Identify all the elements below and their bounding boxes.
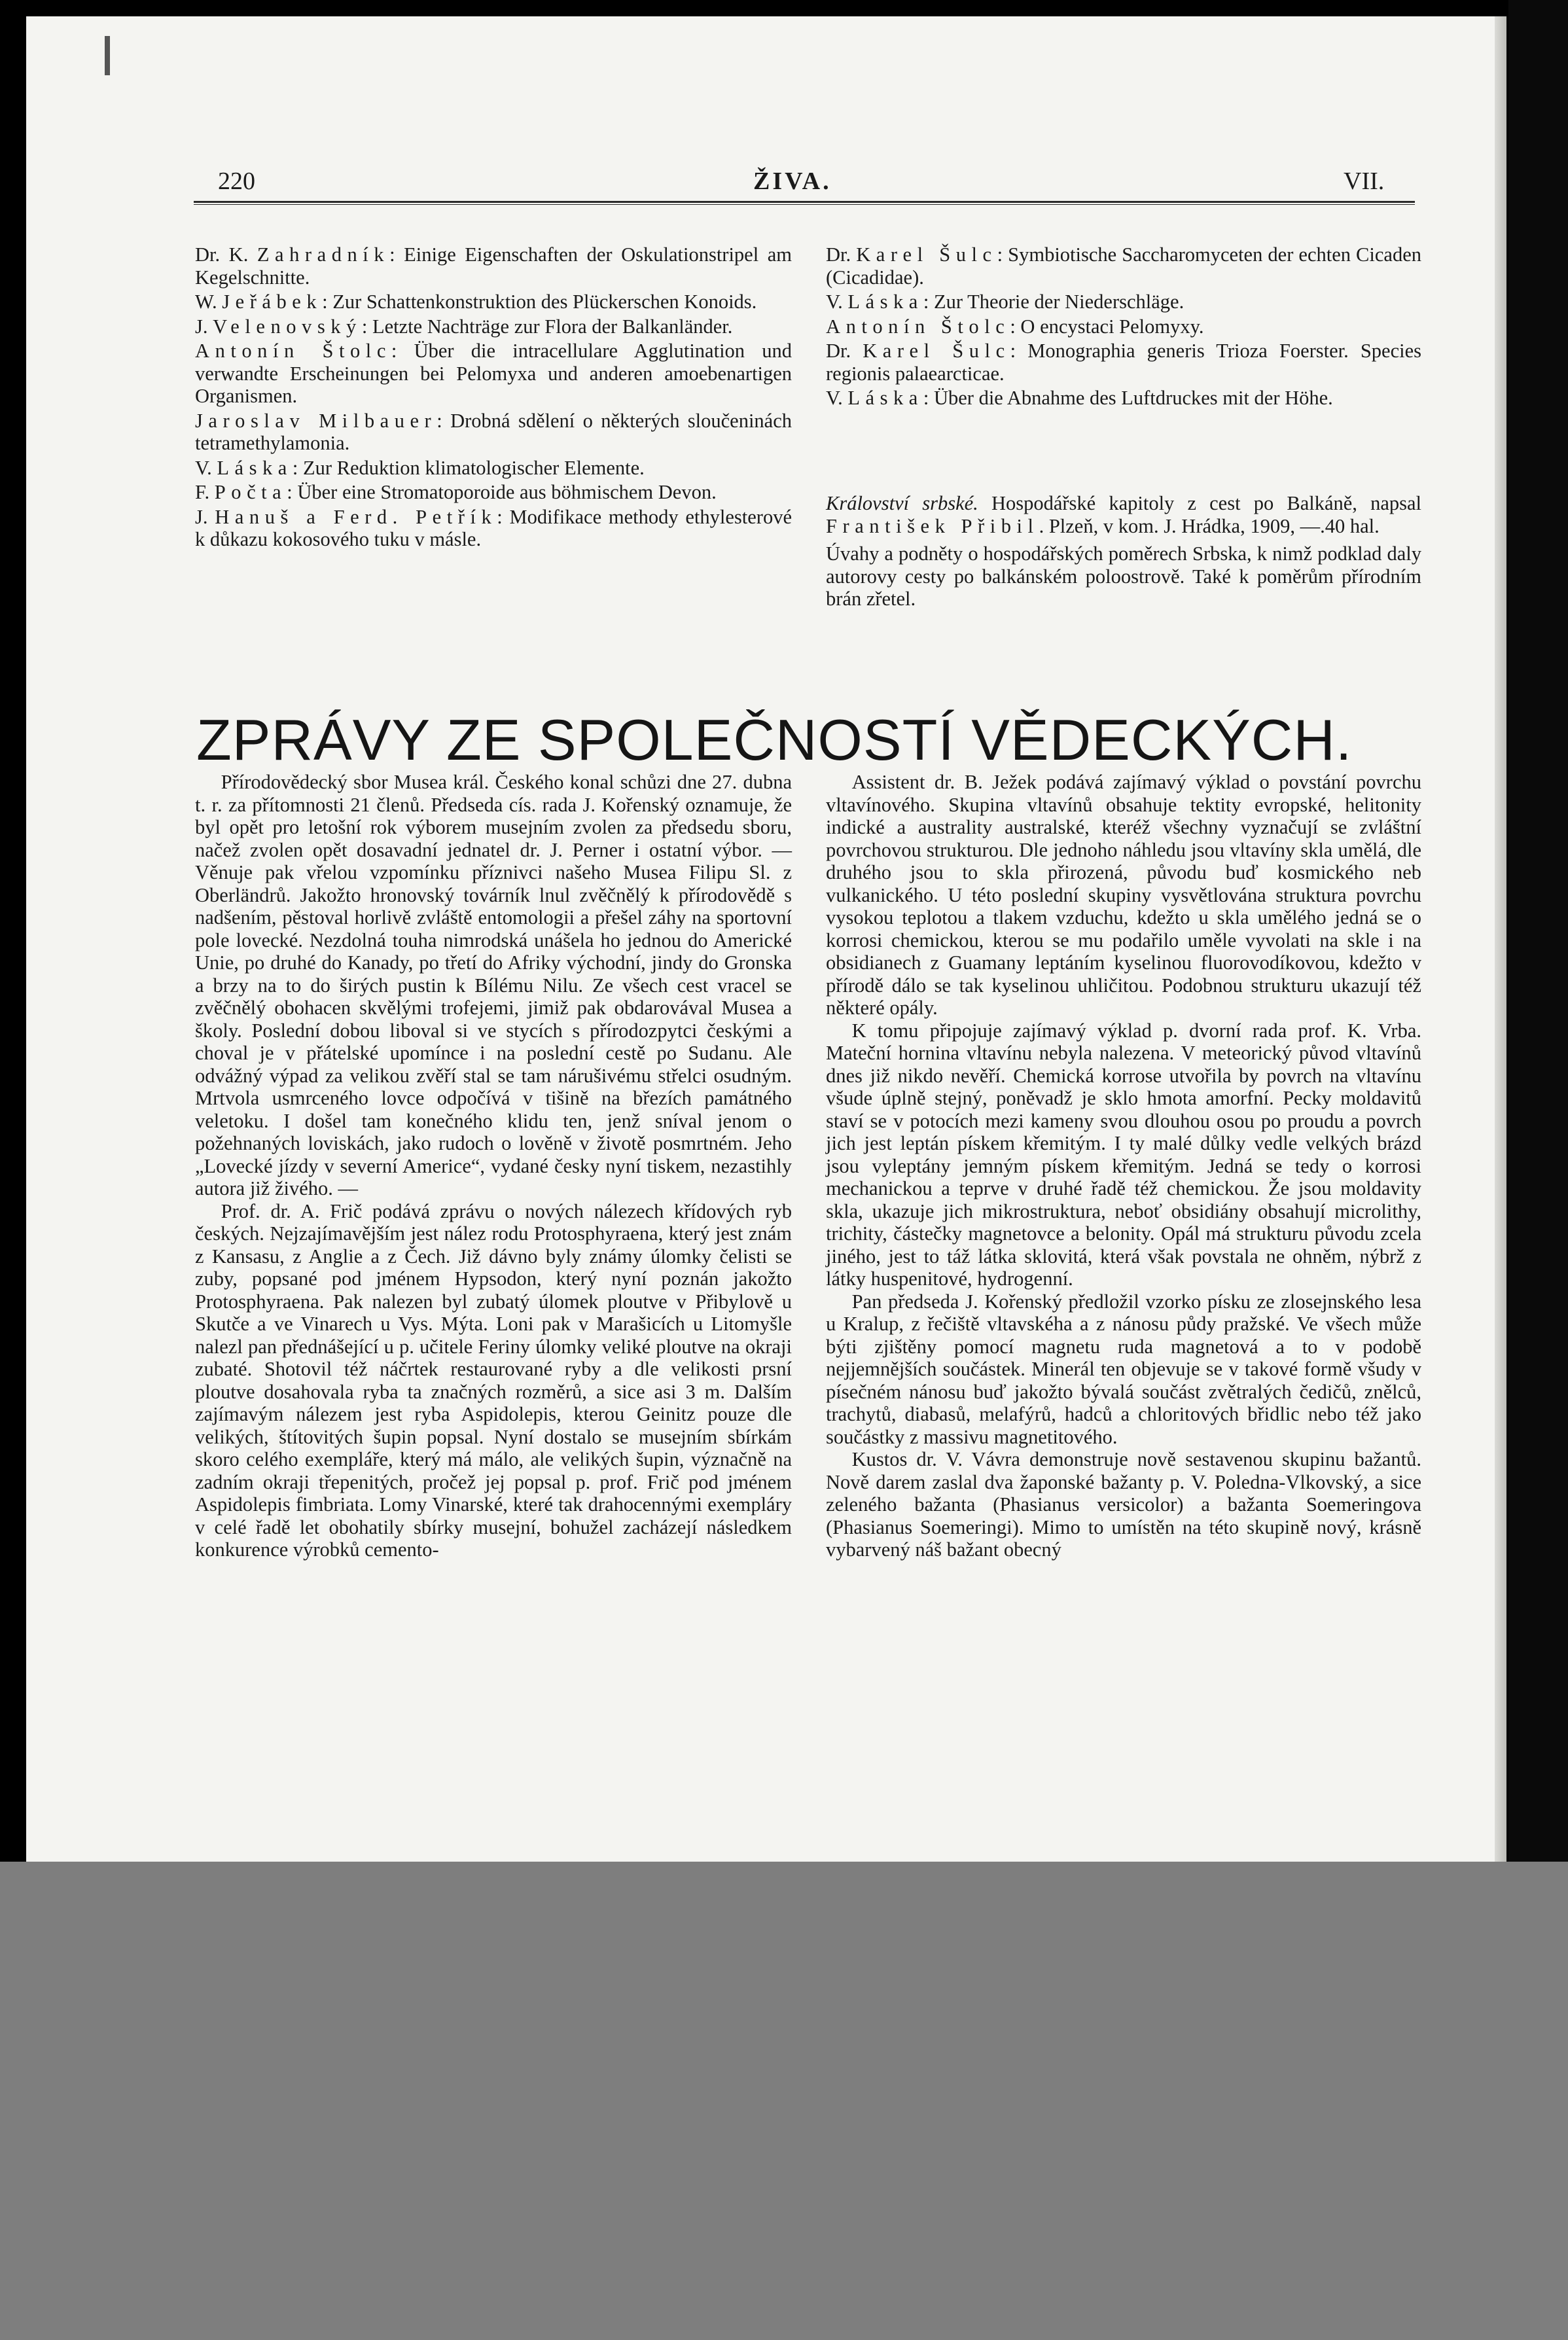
paragraph: Prof. dr. A. Frič podává zprávu o nových nálezech křídových ryb českých. Nejzajímavějším jest nález rodu Protosphyraena, který jest znám z Kansasu, z Anglie a z Čech. Již dávno byly známy úlomky čelisti se zuby, popsané pod jménem Hypsodon, který nyní poznán jakožto Protosphyraena. Pak nalezen byl zubatý úlomek ploutve v Přibylově u Skutče a ve Vinarech u Vys. Mýta. Loni pak v Marašicích u Litomyšle nalezl pan přednášející u p. učitele Feriny úlomky veliké ploutve na okraji zubaté. Shotovil též náčrtek restaurované ryby a dle velikosti prsní ploutve dosahovala ryba ta značných rozměrů, a sice asi 3 m. Dalším zajímavým nálezem jest ryba Aspidolepis, kterou Geinitz pouze dle velikých, štítovitých šupin popsal. Nyní dostalo se musejním sbírkám skoro celého exempláře, který má málo, ale velikých šupin, význačně na zadním okraji třepenitých, pročež jej popsal p. prof. Frič pod jménem Aspidolepis fimbriata. Lomy Vinarské, které tak drahocennými exempláry v celé řadě let obohatily sbírky musejní, bohužel zacházejí následkem konkurence výrobků cemento-: [195, 1199, 792, 1561]
reference-title: : Modifikace methody ethylesterové k důkazu kokosového tuku v másle.: [195, 505, 792, 550]
reference-entry: [195, 340, 792, 408]
journal-name: ŽIVA.: [753, 168, 832, 195]
reference-author: Láska: [847, 387, 923, 409]
reference-author: Jaroslav Milbauer: [195, 409, 437, 432]
reference-entry: [826, 315, 1421, 338]
reference-author: Láska: [847, 291, 923, 313]
book-review: Úvahy a podněty o hospodářských poměrech Srbska, k nimž podklad daly autorovy cesty po balkánském poloostrově. Také k poměrům přírodním brán zřetel.: [826, 542, 1421, 610]
reference-prefix: V.: [826, 291, 848, 313]
reference-title: : Zur Theorie der Niederschläge.: [923, 291, 1185, 313]
header-rule: [194, 201, 1415, 203]
paragraph: Přírodovědecký sbor Musea král. Českého konal schůzi dne 27. dubna t. r. za přítomnosti 21 členů. Předseda cís. rada J. Kořenský oznamuje, že byl opět pro letošní rok výborem musejním zvolen za předsedu sboru, načež zvolen opět dosavadní jednatel dr. J. Perner i ostatní výbor. — Věnuje pak vřelou vzpomínku příznivci našeho Musea Filipu Sl. z Oberländrů. Jakožto hronovský továrník lnul zvěčnělý k přírodovědě s nadšením, pěstoval horlivě zvláště entomologii a přešel záhy na sportovní pole lovecké. Nezdolná touha nimrodská unášela ho jednou do Americké Unie, po druhé do Kanady, po třetí do Afriky východní, jindy do Gronska a brzy na to do širých pustin k Bílému Nilu. Ze všech cest vracel se zvěčnělý obohacen skvělými trofejemi, jimiž pak obdarovával Musea a školy. Poslední dobou liboval si ve stycích s přírodozpytci českými a choval je v přátelské upomínce i na poslední cestě po Sudanu. Ale odvážný výpad za velikou zvěří stal se tam nárušivému střelci osudným. Mrtvola usmrceného lovce odpočívá v tišině na březích památného veletoku. I došel tam konečného klidu ten, jenž sníval jenom o požehnaných loviskách, jako rudoch o lověně v životě posmrtném. Jeho „Lovecké jízdy v severní Americe“, vydané česky nyní tiskem, nezastihly autora již živého. —: [195, 771, 792, 1199]
reference-prefix: V.: [826, 387, 848, 409]
header-rule-thin: [194, 204, 1415, 205]
book-imprint: . Plzeň, v kom. J. Hrádka, 1909, —.40 hal.: [1039, 514, 1380, 537]
paragraph: Pan předseda J. Kořenský předložil vzorko písku ze zlosejnského lesa u Kralup, z řečiště vltavskéha a z nánosu půdy pražské. Ve všech může býti zjištěny pomocí magnetu ruda magnetová a to v podobě nejjemnějších součástek. Minerál ten objevuje se v takové formě všudy v písečném nánosu buď jakožto bývalá součást zvětralých čedičů, znělců, trachytů, diabasů, melafýrů, hadců a chloritových břidlic nebo též jako součástky z massivu magnetitového.: [826, 1290, 1421, 1448]
reference-prefix: V.: [195, 456, 217, 479]
reference-title: : Einige Eigenschaften der Oskulationstripel am Kegelschnitte.: [195, 243, 793, 289]
scan-background: [0, 1862, 1568, 2340]
page-number: 220: [218, 168, 255, 195]
reference-title: : Über die intracellulare Agglutination und verwandte Erscheinungen bei Pelomyxa und anderen amoebenartigen Organismen.: [195, 340, 792, 407]
reference-prefix: J.: [195, 315, 213, 338]
reference-entry: [826, 291, 1421, 313]
reference-author: Karel Šulc: [863, 340, 1010, 362]
reference-title: : Drobná sdělení o některých sloučeninách tetramethylamonia.: [195, 409, 792, 454]
reference-entry: [195, 291, 792, 313]
volume-number: VII.: [1344, 168, 1385, 195]
reference-author: Karel Šulc: [856, 243, 997, 266]
reference-author: Zahradník: [257, 243, 390, 266]
paragraph: Assistent dr. B. Ježek podává zajímavý výklad o povstání povrchu vltavínového. Skupina vltavínů obsahuje tektity evropské, helitonity indické a australity australské, kteréž všechny vyznačují se zvláštní povrchovou strukturou. Dle jednoho náhledu jsou vltavíny skla umělá, dle druhého jsou to skla přirozená, původu buď kosmického neb vulkanického. U této poslední skupiny vysvětlována struktura povrchu vysokou teplotou a tlakem vzduchu, kdežto u skla umělého jedná se o korrosi chemickou, kterou se mu podařilo uměle vyvolati na skle i na obsidianech z Guamany leptáním kyselinou fluorovodíkovou, kdežto v přírodě dálo se tak kyselinou uhličitou. Podobnou strukturu ukazují též některé opály.: [826, 771, 1421, 1019]
reference-title: : Über die Abnahme des Luftdruckes mit der Höhe.: [923, 387, 1333, 409]
reference-title: : Letzte Nachträge zur Flora der Balkanländer.: [361, 315, 733, 338]
reference-entry: [195, 506, 792, 551]
reference-entry: [826, 340, 1421, 385]
right-body-column: [826, 771, 1421, 1561]
reference-title: : Monographia generis Trioza Foerster. Species regionis palaearcticae.: [826, 340, 1422, 385]
reference-title: : Zur Reduktion klimatologischer Elemente.: [292, 456, 645, 479]
reference-author: Velenovský: [213, 315, 362, 338]
reference-entry: [195, 243, 792, 289]
reference-prefix: Dr.: [826, 243, 857, 266]
paragraph: Kustos dr. V. Vávra demonstruje nově sestavenou skupinu bažantů. Nově darem zaslal dva žaponské bažanty p. V. Poledna-Vlkovský, a sice zeleného bažanta (Phasianus versicolor) a bažanta Soemeringova (Phasianus Soemeringi). Mimo to umístěn na této skupině nový, krásně vybarvený náš bažant obecný: [826, 1448, 1421, 1561]
reference-entry: [195, 315, 792, 338]
book-title-rest: Hospodářské kapitoly z cest po Balkáně, napsal: [978, 492, 1421, 514]
reference-entry: [195, 481, 792, 504]
section-title: ZPRÁVY ZE SPOLEČNOSTÍ VĚDECKÝCH.: [196, 707, 1353, 772]
reference-title: : O encystaci Pelomyxy.: [1010, 315, 1204, 338]
left-references: [195, 243, 792, 553]
scan-mark: [105, 36, 110, 75]
reference-author: Antonín Štolc: [195, 340, 391, 362]
running-header: [192, 167, 1416, 193]
book-author: František Přibil: [826, 514, 1039, 537]
reference-author: Jeřábek: [222, 291, 323, 313]
reference-author: Antonín Štolc: [826, 315, 1010, 338]
scan-border: [1508, 0, 1568, 1862]
reference-entry: [195, 457, 792, 480]
right-references: [826, 243, 1421, 412]
reference-author: Počta: [214, 481, 287, 503]
reference-entry: [826, 243, 1421, 289]
book-notice: [826, 492, 1421, 611]
paragraph: K tomu připojuje zajímavý výklad p. dvorní rada prof. K. Vrba. Mateční hornina vltavínu nebyla nalezena. V meteorický původ vltavínů dnes již nikdo nevěří. Chemická korrose utvořila by povrch na vltavínu všude úplně stejný, poněvadž je sklo hmota amorfní. Pecky moldavitů staví se v potocích mezi kameny svou dlouhou osou po proudu a povrch jich jest leptán pískem křemitým. I ty malé důlky vedle velkých brázd jsou vyleptány jemným pískem křemitým. Jedná se tedy o korrosi mechanickou a teprve v druhé řadě též chemickou. Že jsou moldavity skla, ukazuje jich mikrostruktura, neboť obsidiány obsahují microlithy, trichity, částečky magnetovce a belonity. Opál má strukturu původu zcela jiného, jest to táž látka sklovitá, která však povstala ne ohněm, nýbrž z látky huspenitové, hydrogenní.: [826, 1019, 1421, 1290]
book-title: Království srbské.: [826, 492, 978, 514]
reference-title: : Zur Schattenkonstruktion des Plückerschen Konoids.: [322, 291, 757, 313]
reference-author: Hanuš a Ferd. Petřík: [215, 505, 497, 528]
reference-prefix: F.: [195, 481, 215, 503]
reference-title: : Über eine Stromatoporoide aus böhmischem Devon.: [287, 481, 717, 503]
left-body-column: [195, 771, 792, 1561]
reference-entry: [195, 410, 792, 455]
reference-prefix: W.: [195, 291, 223, 313]
reference-prefix: Dr. K.: [195, 243, 257, 266]
reference-entry: [826, 387, 1421, 410]
reference-prefix: Dr.: [826, 340, 863, 362]
reference-author: Láska: [217, 456, 293, 479]
reference-title: : Symbiotische Saccharomyceten der echten Cicaden (Cicadidae).: [826, 243, 1421, 289]
reference-prefix: J.: [195, 505, 215, 528]
